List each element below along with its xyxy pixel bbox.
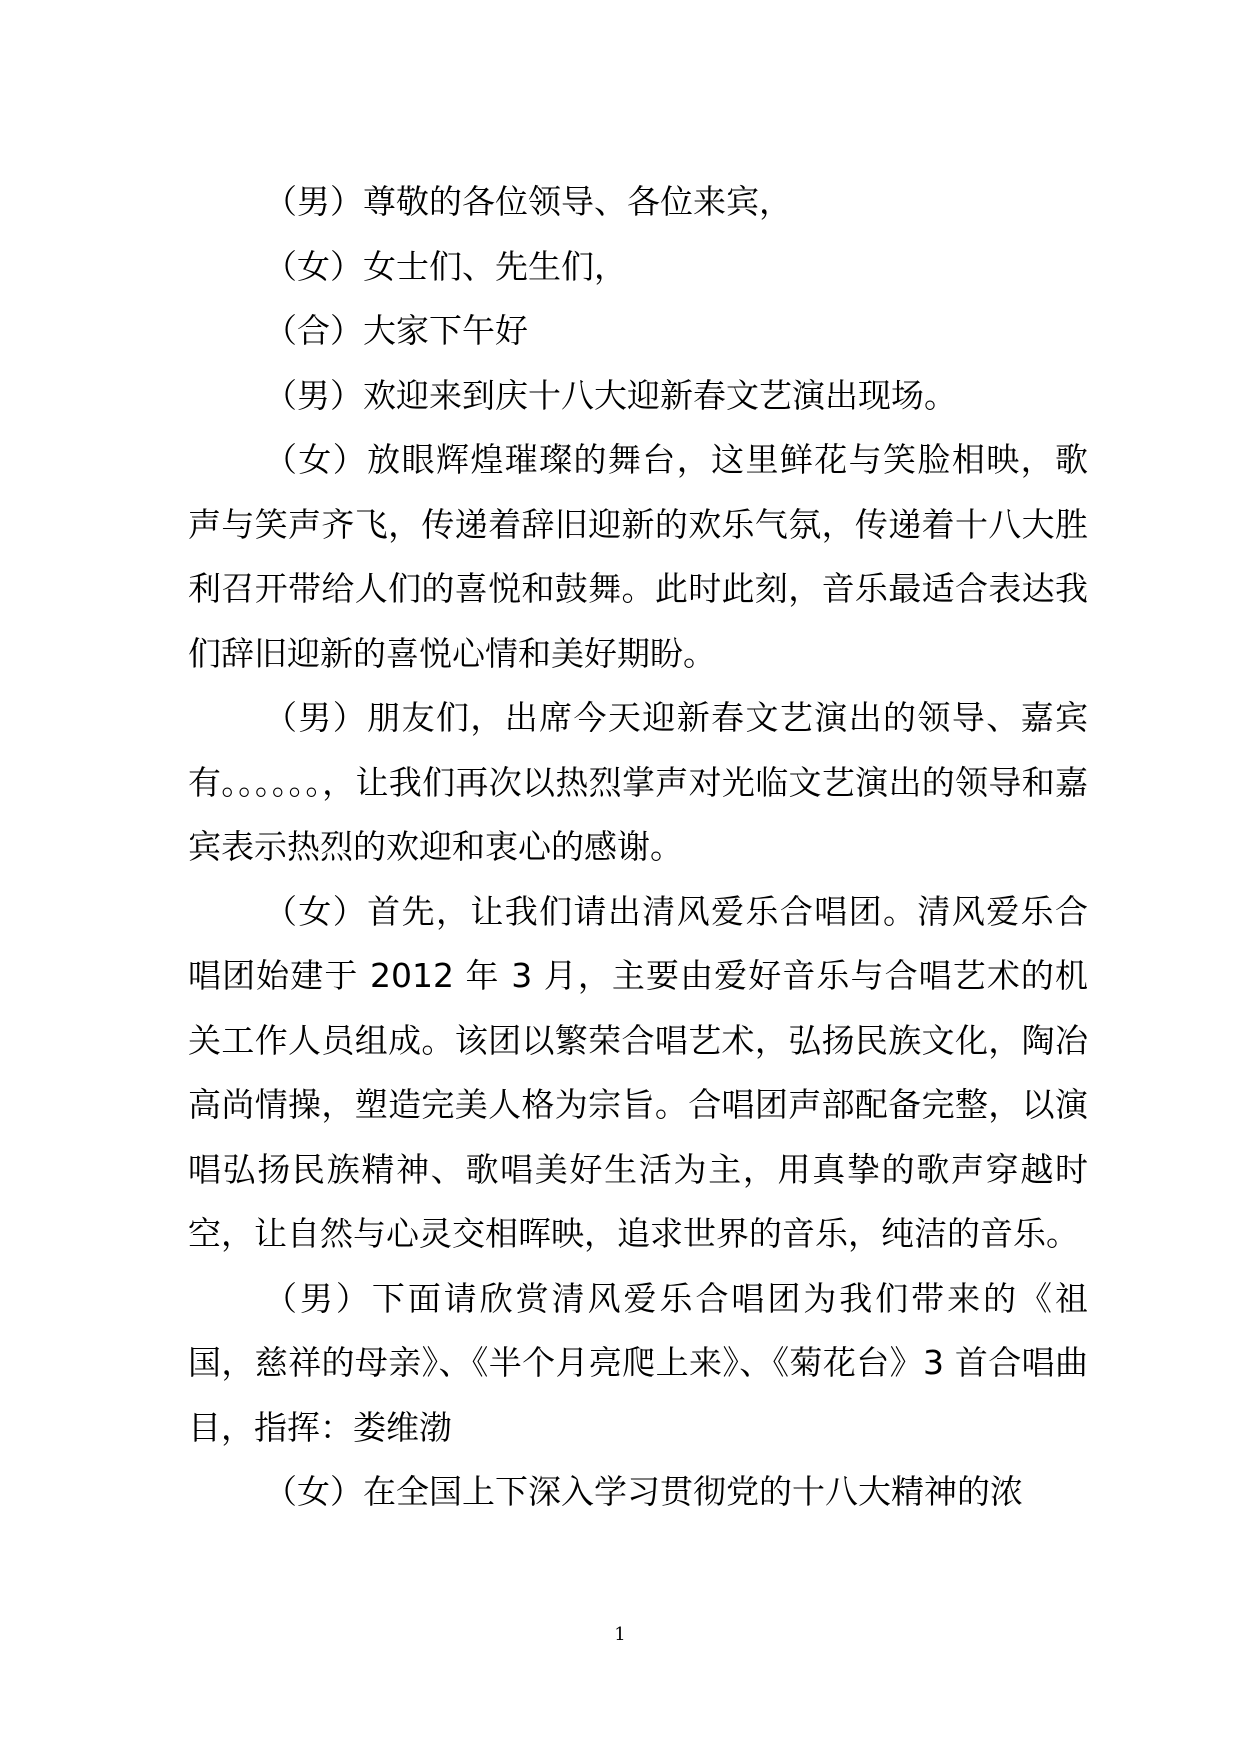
paragraph-continuation: （女）在全国上下深入学习贯彻党的十八大精神的浓 <box>264 1472 1023 1511</box>
paragraph-choir-intro: （女）首先，让我们请出清风爱乐合唱团。清风爱乐合唱团始建于 2012 年 3 月，主要由爱好音乐与合唱艺术的机关工作人员组成。该团以繁荣合唱艺术，弘扬民族文化，陶冶高尚情操，塑造完美人格为宗旨。合唱团声部配备完整，以演唱弘扬民族精神、歌唱美好生活为主，用真挚的歌声穿越时空，让自然与心灵交相晖映，追求世界的音乐，纯洁的音乐。 <box>188 891 1088 1253</box>
page-number: 1 <box>614 1624 626 1645</box>
paragraph-choir-songs: （男）下面请欣赏清风爱乐合唱团为我们带来的《祖国，慈祥的母亲》、《半个月亮爬上来》、《菊花台》3 首合唱曲目，指挥：娄维渤 <box>188 1278 1088 1447</box>
paragraph-greeting-female: （女）女士们、先生们， <box>264 246 627 286</box>
document-body <box>188 170 1088 1525</box>
paragraph-guests: （男）朋友们，出席今天迎新春文艺演出的领导、嘉宾有。。。。。。，让我们再次以热烈掌声对光临文艺演出的领导和嘉宾表示热烈的欢迎和衷心的感谢。 <box>188 698 1088 866</box>
paragraph-stage: （女）放眼辉煌璀璨的舞台，这里鲜花与笑脸相映，歌声与笑声齐飞，传递着辞旧迎新的欢乐气氛，传递着十八大胜利召开带给人们的喜悦和鼓舞。此时此刻，音乐最适合表达我们辞旧迎新的喜悦心情和美好期盼。 <box>188 440 1088 673</box>
paragraph-welcome: （男）欢迎来到庆十八大迎新春文艺演出现场。 <box>264 375 957 415</box>
paragraph-greeting-together: （合）大家下午好 <box>264 311 528 350</box>
paragraph-greeting-male: （男）尊敬的各位领导、各位来宾， <box>264 182 792 221</box>
